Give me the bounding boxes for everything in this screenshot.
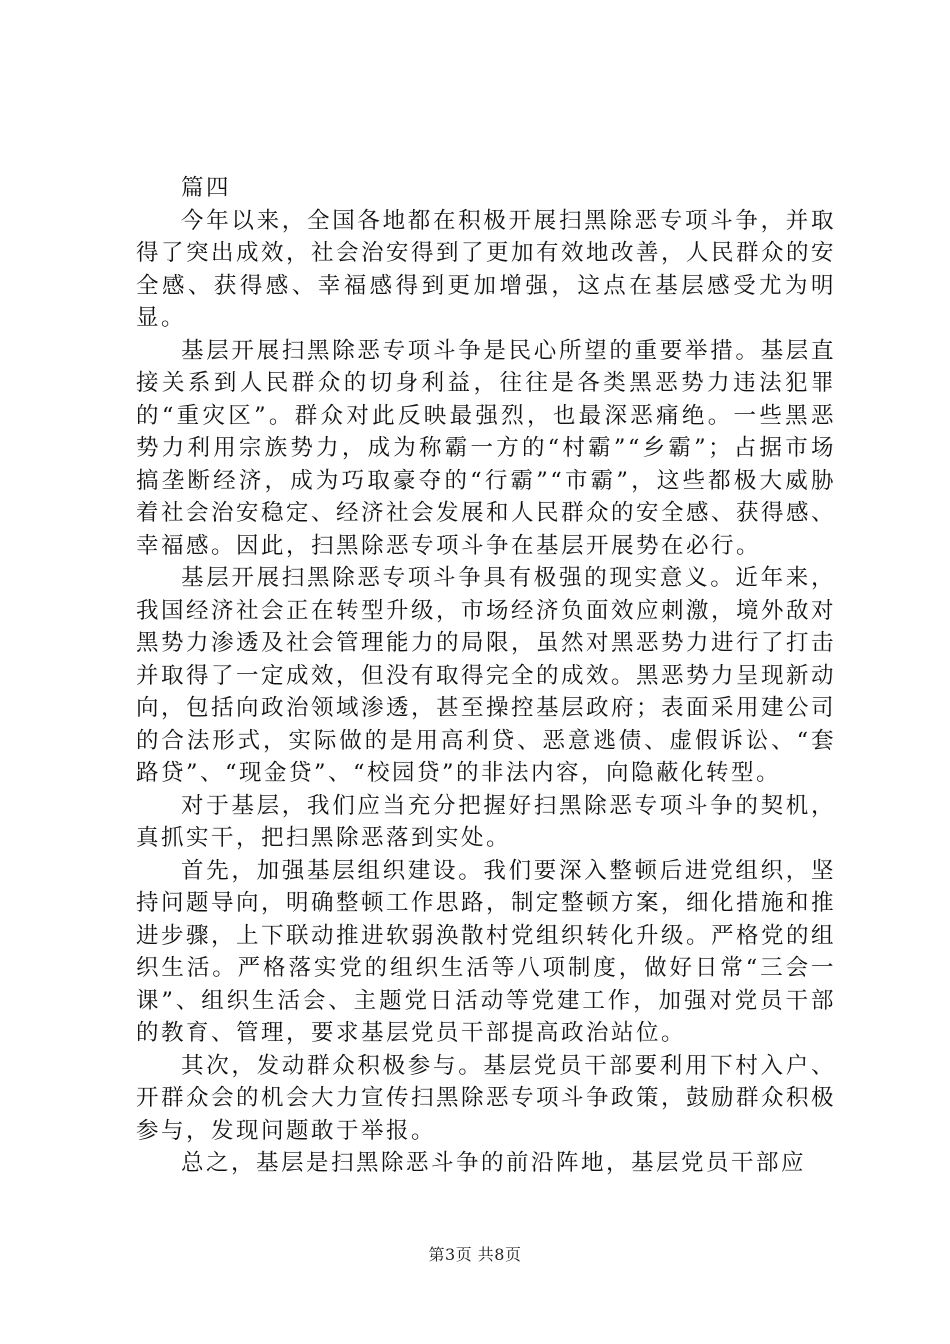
- paragraph: 总之，基层是扫黑除恶斗争的前沿阵地，基层党员干部应: [181, 1150, 807, 1176]
- paragraph: 基层开展扫黑除恶专项斗争具有极强的现实意义。近年来，我国经济社会正在转型升级，市场经济负面效应刺激，境外敌对黑势力渗透及社会管理能力的局限，虽然对黑恶势力进行了打击并取得了一定成效，但没有取得完全的成效。黑恶势力呈现新动向，包括向政治领域渗透，甚至操控基层政府；表面采用建公司的合法形式，实际做的是用高利贷、恶意逃债、虚假诉讼、“套路贷”、“现金贷”、“校园贷”的非法内容，向隐蔽化转型。: [136, 565, 837, 786]
- document-body: [136, 172, 836, 1180]
- page-number-footer: 第3页 共8页: [428, 1245, 522, 1264]
- paragraph: 其次，发动群众积极参与。基层党员干部要利用下村入户、开群众会的机会大力宣传扫黑除恶专项斗争政策，鼓励群众积极参与，发现问题敢于举报。: [136, 1052, 837, 1144]
- paragraph: 基层开展扫黑除恶专项斗争是民心所望的重要举措。基层直接关系到人民群众的切身利益，往往是各类黑恶势力违法犯罪的“重灾区”。群众对此反映最强烈，也最深恶痛绝。一些黑恶势力利用宗族势力，成为称霸一方的“村霸”“乡霸”；占据市场搞垄断经济，成为巧取豪夺的“行霸”“市霸”，这些都极大威胁着社会治安稳定、经济社会发展和人民群众的安全感、获得感、幸福感。因此，扫黑除恶专项斗争在基层开展势在必行。: [136, 337, 837, 559]
- paragraph: 首先，加强基层组织建设。我们要深入整顿后进党组织，坚持问题导向，明确整顿工作思路，制定整顿方案，细化措施和推进步骤，上下联动推进软弱涣散村党组织转化升级。严格党的组织生活。严格落实党的组织生活等八项制度，做好日常“三会一课”、组织生活会、主题党日活动等党建工作，加强对党员干部的教育、管理，要求基层党员干部提高政治站位。: [136, 857, 837, 1046]
- paragraph: 今年以来，全国各地都在积极开展扫黑除恶专项斗争，并取得了突出成效，社会治安得到了更加有效地改善，人民群众的安全感、获得感、幸福感得到更加增强，这点在基层感受尤为明显。: [136, 207, 837, 331]
- section-heading: 篇四: [181, 175, 232, 201]
- paragraph: 对于基层，我们应当充分把握好扫黑除恶专项斗争的契机，真抓实干，把扫黑除恶落到实处。: [136, 792, 836, 851]
